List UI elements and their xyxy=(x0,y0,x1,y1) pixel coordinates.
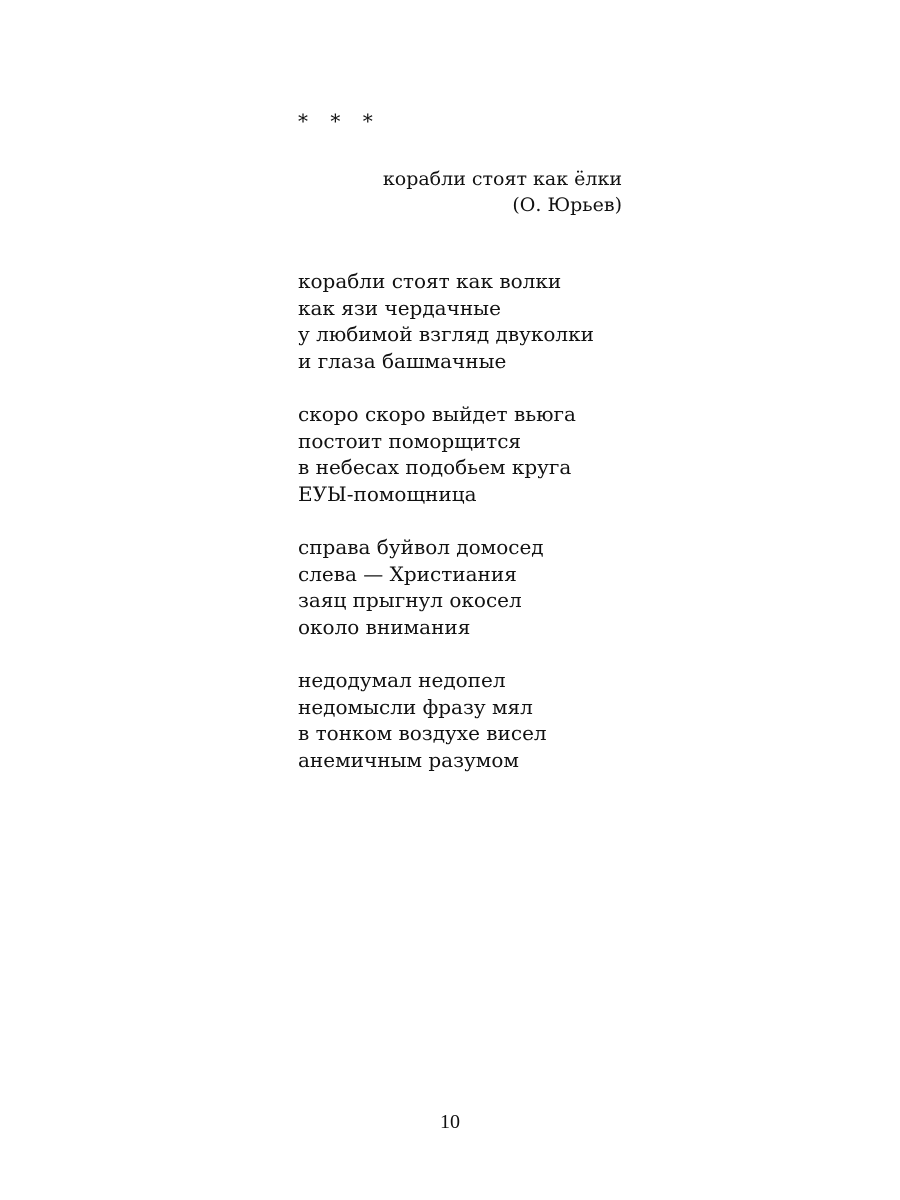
poem-line: скоро скоро выйдет вьюга xyxy=(298,401,576,426)
poem-line: как язи чердачные xyxy=(298,295,501,320)
poem-line: у любимой взгляд двуколки xyxy=(298,322,594,347)
poem-line: анемичным разумом xyxy=(298,747,519,772)
epigraph-quote: корабли стоят как ёлки xyxy=(382,168,622,190)
poem-line: заяц прыгнул окосел xyxy=(298,588,522,613)
stanza-3 xyxy=(298,534,718,640)
poem-line: ЕУЫ-помощница xyxy=(298,481,477,506)
epigraph-attribution: (О. Юрьев) xyxy=(512,194,622,216)
poem-line: около внимания xyxy=(298,614,471,639)
epigraph xyxy=(380,166,622,218)
page-number: 10 xyxy=(440,1111,460,1133)
stanza-2 xyxy=(298,401,718,507)
poem-body xyxy=(298,268,718,773)
poem-line: и глаза башмачные xyxy=(298,348,507,373)
poem-line: слева — Христиания xyxy=(298,561,517,586)
poem-line: корабли стоят как волки xyxy=(298,269,562,293)
poem-line: справа буйвол домосед xyxy=(298,534,544,559)
section-asterisks: * * * xyxy=(298,109,381,133)
poem-line: в тонком воздухе висел xyxy=(298,721,547,746)
poem-line: постоит поморщится xyxy=(298,428,522,453)
poem-line: недодумал недопел xyxy=(298,667,506,692)
poem-line: в небесах подобьем круга xyxy=(298,455,572,480)
poem-line: недомысли фразу мял xyxy=(298,694,533,719)
stanza-4 xyxy=(298,667,718,773)
stanza-1 xyxy=(298,268,718,374)
